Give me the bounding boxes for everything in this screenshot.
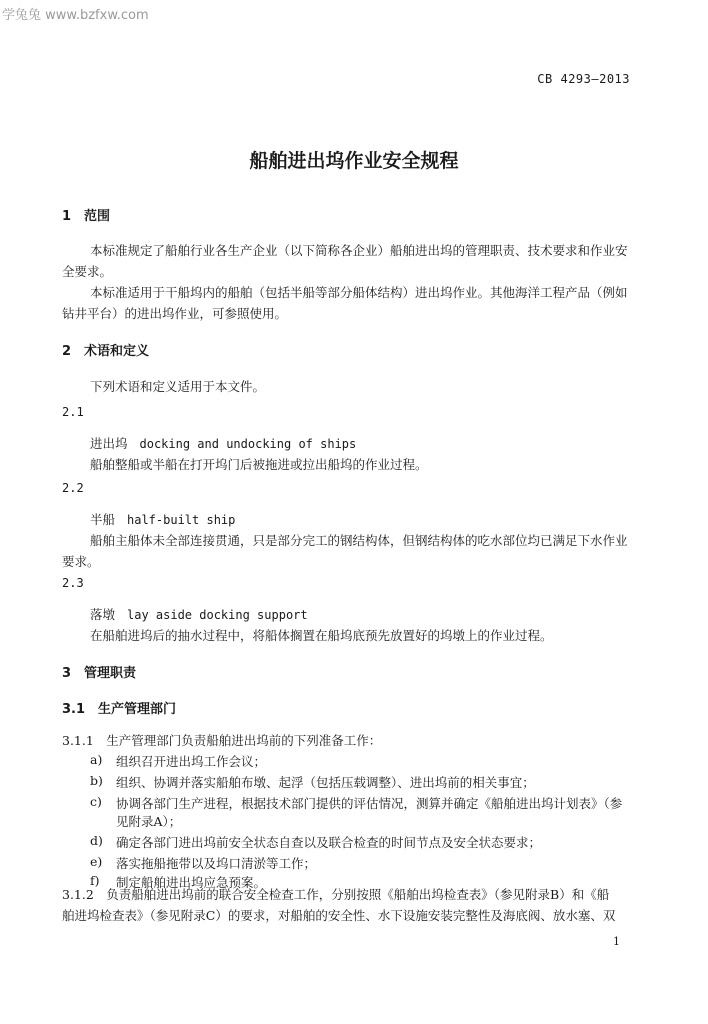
- term-en: lay aside docking support: [127, 608, 308, 622]
- section-1-heading: 1 范围: [62, 209, 111, 224]
- page-number: 1: [613, 935, 620, 948]
- term-en: half-built ship: [127, 513, 236, 527]
- term-en: docking and undocking of ships: [139, 437, 357, 451]
- term-number: 2.2: [62, 481, 84, 495]
- watermark: 学兔兔 www.bzfxw.com: [2, 8, 149, 23]
- list-item-label: b): [90, 773, 103, 788]
- term-cn: 落墩: [90, 607, 116, 622]
- term-cn: 进出坞: [90, 436, 128, 451]
- paragraph: 全要求。: [62, 264, 113, 279]
- list-item: 制定船舶进出坞应急预案。: [116, 875, 267, 890]
- paragraph: 本标准规定了船舶行业各生产企业（以下简称各企业）船舶进出坞的管理职责、技术要求和作业安: [90, 243, 628, 258]
- list-item-label: c): [90, 794, 102, 809]
- paragraph: 本标准适用于干船坞内的船舶（包括半船等部分船体结构）进出坞作业。其他海洋工程产品（例如: [90, 285, 628, 300]
- list-item: 协调各部门生产进程，根据技术部门提供的评估情况，测算并确定《船舶进出坞计划表》（参: [116, 796, 623, 811]
- term-name: [90, 510, 235, 528]
- section-2-heading: 2 术语和定义: [62, 344, 150, 359]
- term-number: 2.3: [62, 576, 84, 590]
- subsection-3-1-heading: 3.1 生产管理部门: [62, 702, 177, 717]
- paragraph: 钻井平台）的进出坞作业，可参照使用。: [62, 306, 288, 321]
- clause-lead: 3.1.1 生产管理部门负责船舶进出坞前的下列准备工作：: [62, 733, 382, 748]
- list-item-label: a): [90, 752, 103, 767]
- term-definition: 在船舶进坞后的抽水过程中，将船体搁置在船坞底预先放置好的坞墩上的作业过程。: [90, 628, 553, 643]
- term-definition: 船舶主船体未全部连接贯通，只是部分完工的钢结构体，但钢结构体的吃水部位均已满足下水作业: [90, 533, 628, 548]
- term-name: [90, 605, 308, 623]
- list-item: 组织、协调并落实船舶布墩、起浮（包括压载调整）、进出坞前的相关事宜；: [116, 775, 535, 790]
- paragraph: 3.1.2 负责船舶进出坞前的联合安全检查工作，分别按照《船舶出坞检查表》（参见附录B）和《船: [62, 887, 610, 902]
- list-item-label: f): [90, 873, 100, 888]
- list-item: 落实拖船拖带以及坞口清淤等工作；: [116, 856, 317, 871]
- list-item-label: e): [90, 854, 103, 869]
- term-name: [90, 434, 356, 452]
- section-3-heading: 3 管理职责: [62, 666, 137, 681]
- list-item: 确定各部门进出坞前安全状态自查以及联合检查的时间节点及安全状态要求；: [116, 835, 542, 850]
- page-title: 船舶进出坞作业安全规程: [249, 150, 459, 172]
- list-item: 见附录A）；: [116, 814, 182, 829]
- term-number: 2.1: [62, 405, 84, 419]
- term-definition: 船舶整船或半船在打开坞门后被拖进或拉出船坞的作业过程。: [90, 457, 428, 472]
- list-item: 组织召开进出坞工作会议；: [116, 754, 267, 769]
- standard-number: CB 4293—2013: [537, 72, 630, 86]
- term-cn: 半船: [90, 512, 116, 527]
- list-item-label: d): [90, 833, 103, 848]
- paragraph: 下列术语和定义适用于本文件。: [90, 379, 266, 394]
- term-definition: 要求。: [62, 554, 100, 569]
- paragraph: 舶进坞检查表》（参见附录C）的要求，对船舶的安全性、水下设施安装完整性及海底阀、放水塞、双: [62, 908, 616, 923]
